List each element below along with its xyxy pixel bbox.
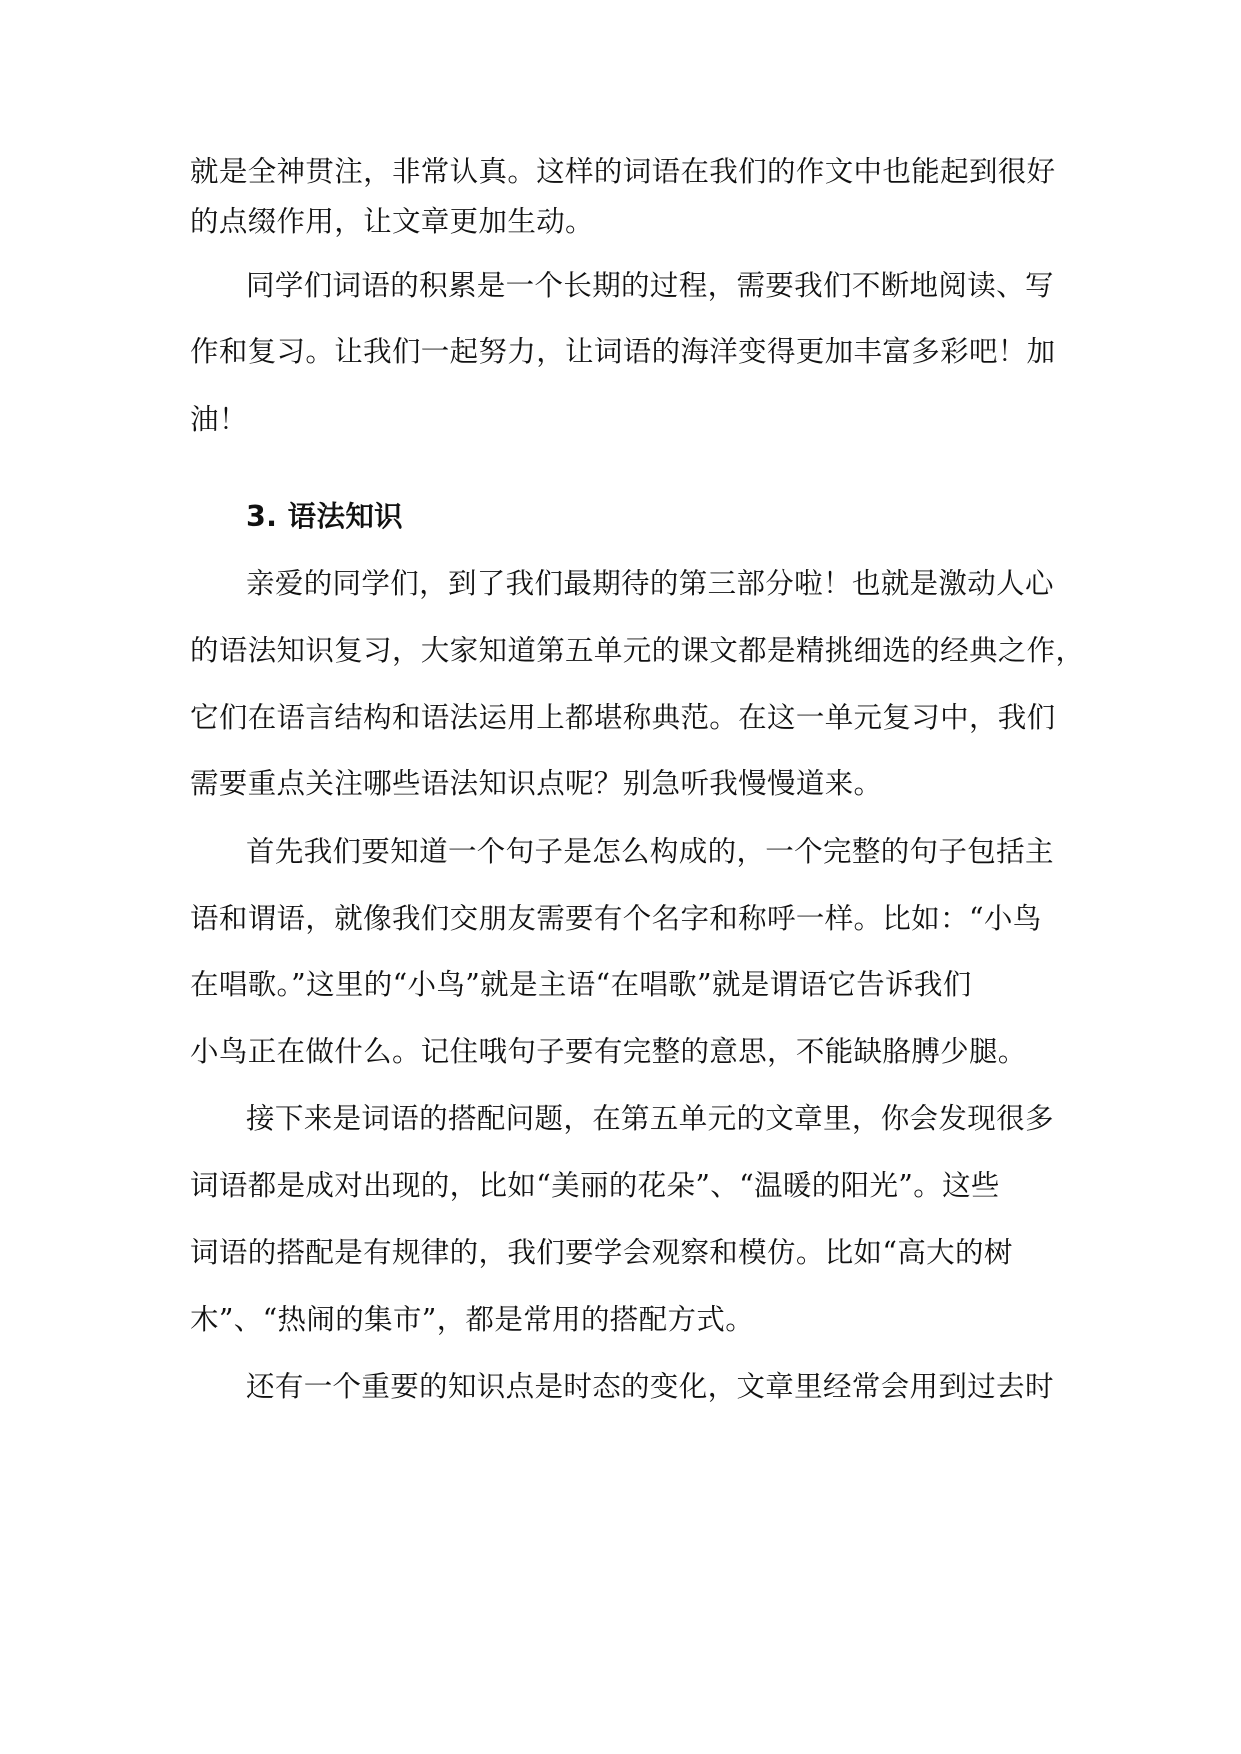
paragraph-line-15: 词语都是成对出现的，比如“美丽的花朵”、“温暖的阳光”。这些	[190, 1169, 1000, 1202]
paragraph-line-13: 小鸟正在做什么。记住哦句子要有完整的意思，不能缺胳膊少腿。	[190, 1035, 1027, 1068]
paragraph-line-8: 它们在语言结构和语法运用上都堪称典范。在这一单元复习中，我们	[190, 701, 1056, 734]
paragraph-line-16: 词语的搭配是有规律的，我们要学会观察和模仿。比如“高大的树	[190, 1236, 1013, 1269]
paragraph-line-18: 还有一个重要的知识点是时态的变化，文章里经常会用到过去时	[246, 1370, 1054, 1403]
paragraph-line-11: 语和谓语，就像我们交朋友需要有个名字和称呼一样。比如：“小鸟	[190, 902, 1042, 935]
paragraph-line-7: 的语法知识复习，大家知道第五单元的课文都是精挑细选的经典之作，	[190, 634, 1085, 667]
paragraph-line-14: 接下来是词语的搭配问题，在第五单元的文章里，你会发现很多	[246, 1102, 1054, 1135]
paragraph-line-10: 首先我们要知道一个句子是怎么构成的，一个完整的句子包括主	[246, 835, 1054, 868]
paragraph-line-9: 需要重点关注哪些语法知识点呢？别急听我慢慢道来。	[190, 767, 883, 800]
paragraph-line-2: 的点缀作用，让文章更加生动。	[190, 205, 594, 238]
paragraph-line-5: 油！	[190, 403, 248, 436]
paragraph-line-6: 亲爱的同学们，到了我们最期待的第三部分啦！也就是激动人心	[246, 567, 1054, 600]
paragraph-line-17: 木”、“热闹的集市”，都是常用的搭配方式。	[190, 1303, 755, 1336]
paragraph-line-1: 就是全神贯注，非常认真。这样的词语在我们的作文中也能起到很好	[190, 155, 1056, 188]
paragraph-line-3: 同学们词语的积累是一个长期的过程，需要我们不断地阅读、写	[246, 269, 1054, 302]
section-heading: 3. 语法知识	[246, 500, 404, 533]
paragraph-line-4: 作和复习。让我们一起努力，让词语的海洋变得更加丰富多彩吧！加	[190, 335, 1056, 368]
paragraph-line-12: 在唱歌。”这里的“小鸟”就是主语“在唱歌”就是谓语它告诉我们	[190, 968, 972, 1001]
